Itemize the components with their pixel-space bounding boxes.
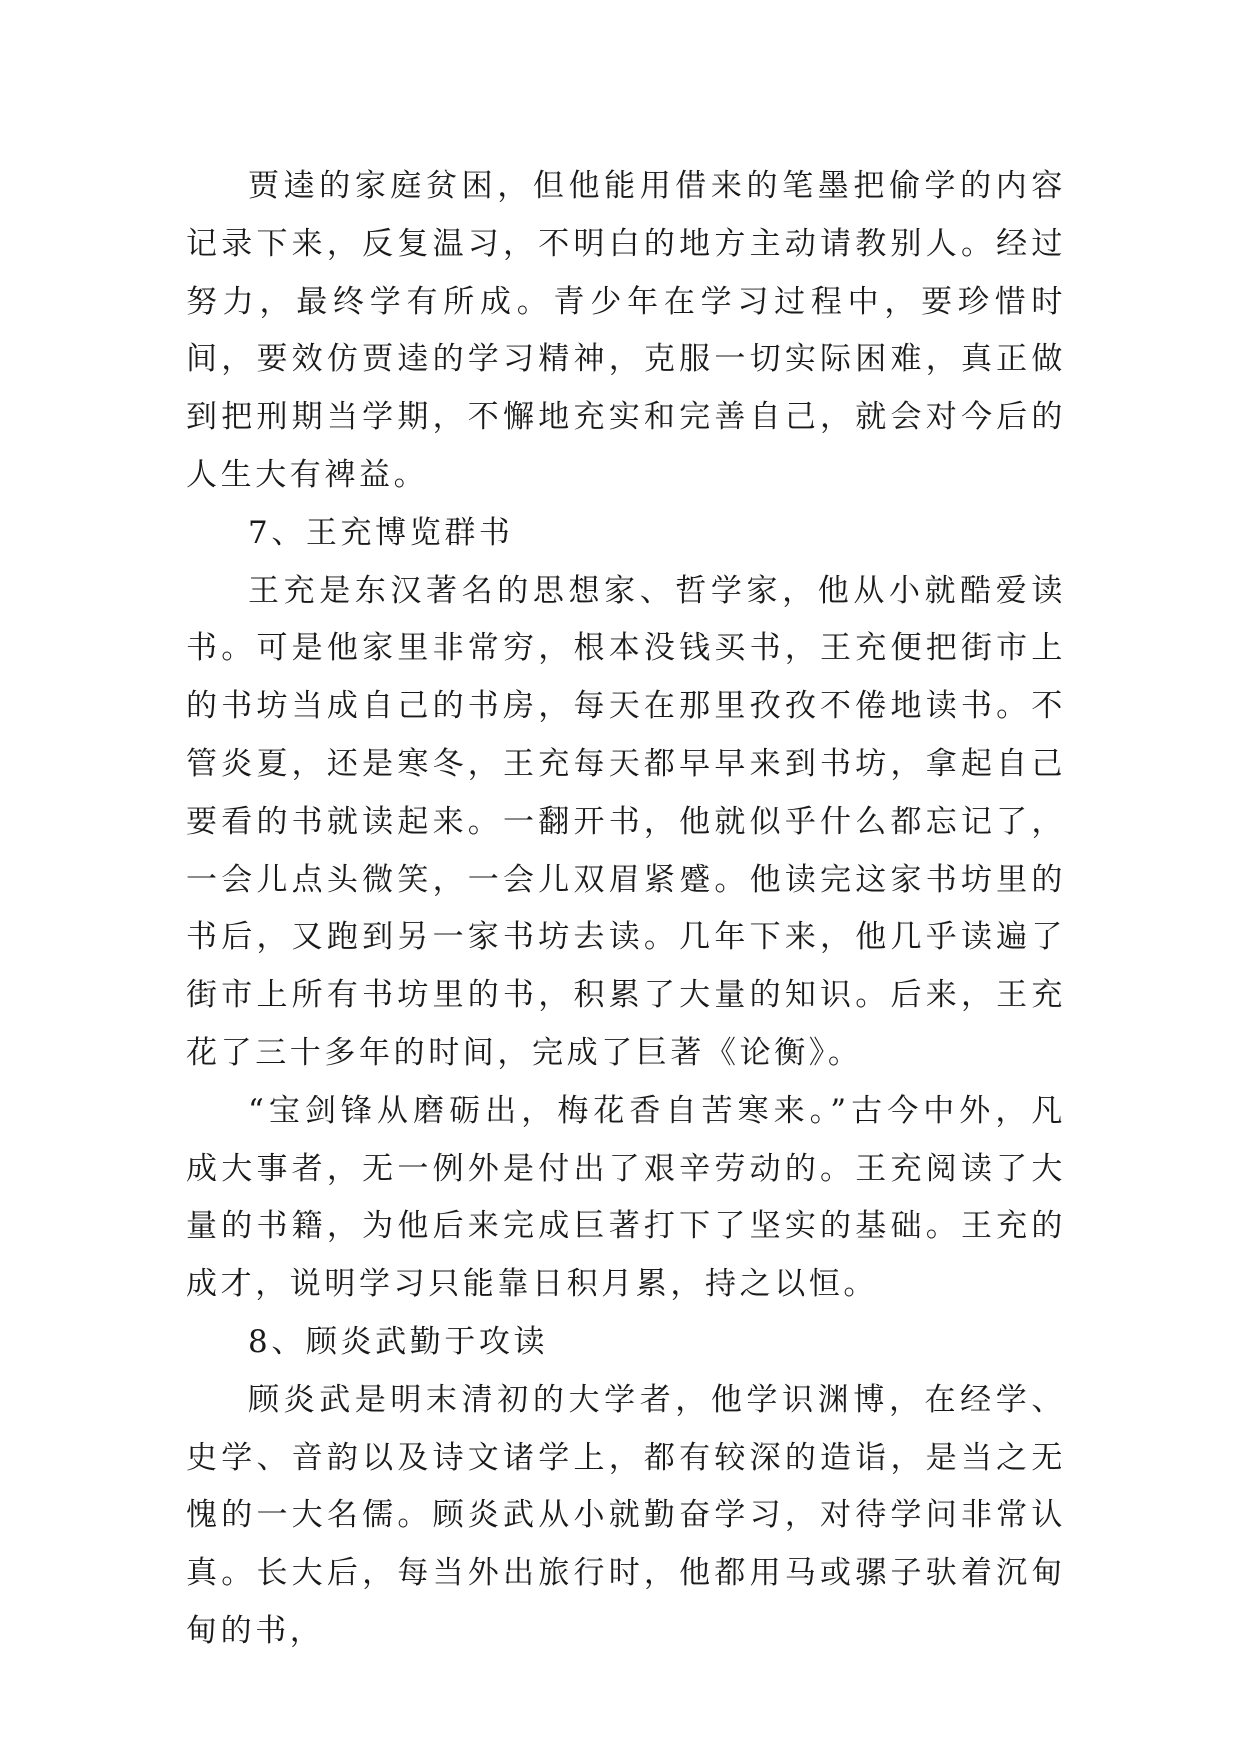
section-heading-8: 8、顾炎武勤于攻读 — [248, 1323, 549, 1360]
paragraph-jia-kui-summary: 贾逵的家庭贫困，但他能用借来的笔墨把偷学的内容记录下来，反复温习，不明白的地方主动请教别人。经过努力，最终学有所成。青少年在学习过程中，要珍惜时间，要效仿贾逵的学习精神，克服一切实际困难，真正做到把刑期当学期，不懈地充实和完善自己，就会对今后的人生大有裨益。 — [186, 168, 1066, 493]
paragraph-gu-yanwu-story: 顾炎武是明末清初的大学者，他学识渊博，在经学、史学、音韵以及诗文诸学上，都有较深的造诣，是当之无愧的一大名儒。顾炎武从小就勤奋学习，对待学问非常认真。长大后，每当外出旅行时，他都用马或骡子驮着沉甸甸的书， — [186, 1381, 1066, 1649]
paragraph-wang-chong-story: 王充是东汉著名的思想家、哲学家，他从小就酷爱读书。可是他家里非常穷，根本没钱买书，王充便把街市上的书坊当成自己的书房，每天在那里孜孜不倦地读书。不管炎夏，还是寒冬，王充每天都早早来到书坊，拿起自己要看的书就读起来。一翻开书，他就似乎什么都忘记了，一会儿点头微笑，一会儿双眉紧蹙。他读完这家书坊里的书后，又跑到另一家书坊去读。几年下来，他几乎读遍了街市上所有书坊里的书，积累了大量的知识。后来，王充花了三十多年的时间，完成了巨著《论衡》。 — [186, 572, 1066, 1071]
document-body — [186, 158, 1066, 1661]
section-heading-7: 7、王充博览群书 — [248, 514, 514, 551]
paragraph-wang-chong-summary: “宝剑锋从磨砺出，梅花香自苦寒来。”古今中外，凡成大事者，无一例外是付出了艰辛劳动的。王充阅读了大量的书籍，为他后来完成巨著打下了坚实的基础。王充的成才，说明学习只能靠日积月累，持之以恒。 — [186, 1092, 1066, 1303]
